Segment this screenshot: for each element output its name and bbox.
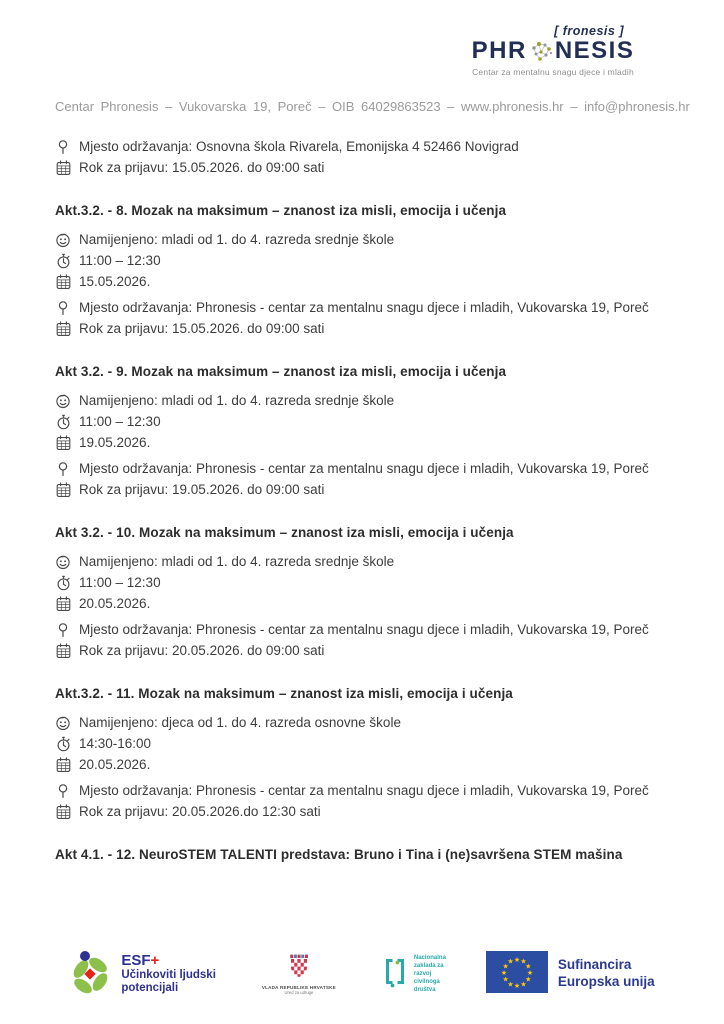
detail-row xyxy=(55,734,684,753)
svg-text:★: ★ xyxy=(526,968,534,977)
detail-text: Rok za prijavu: 15.05.2026. do 09:00 sati xyxy=(79,160,325,175)
detail-text: Rok za prijavu: 15.05.2026. do 09:00 sati xyxy=(79,321,325,336)
detail-text: 19.05.2026. xyxy=(79,435,151,450)
eu-text: Sufinancira Europska unija xyxy=(557,957,655,989)
esf-flower-icon xyxy=(69,948,113,1001)
location-pin-icon xyxy=(55,139,71,155)
detail-row xyxy=(55,137,684,156)
gov-line2: Ured za udruge xyxy=(284,989,314,995)
detail-text: Rok za prijavu: 20.05.2026.do 12:30 sati xyxy=(79,804,321,819)
stopwatch-icon xyxy=(55,575,71,591)
svg-text:★: ★ xyxy=(502,962,509,970)
detail-text: Namijenjeno: djeca od 1. do 4. razreda osnovne škole xyxy=(79,715,401,730)
location-pin-icon xyxy=(55,300,71,316)
event-heading: Akt.3.2. - 11. Mozak na maksimum – znanost iza misli, emocija i učenja xyxy=(55,686,513,701)
event-heading: Akt 3.2. - 9. Mozak na maksimum – znanost iza misli, emocija i učenja xyxy=(55,364,507,379)
detail-row xyxy=(55,594,684,613)
svg-text:★: ★ xyxy=(520,957,527,966)
event-section xyxy=(55,525,684,660)
detail-text: 11:00 – 12:30 xyxy=(79,575,161,590)
detail-text: Mjesto održavanja: Phronesis - centar za mentalnu snagu djece i mladih, Vukovarska 19, Poreč xyxy=(79,461,649,476)
detail-row xyxy=(55,158,684,177)
calendar-icon xyxy=(55,482,71,498)
detail-row xyxy=(55,713,684,732)
event-section xyxy=(55,686,684,821)
calendar-icon xyxy=(55,757,71,773)
child-face-icon xyxy=(55,554,71,570)
esf-subtitle-line1: Učinkoviti ljudski xyxy=(121,969,216,982)
calendar-icon xyxy=(55,435,71,451)
detail-row xyxy=(55,573,684,592)
svg-text:★: ★ xyxy=(513,955,521,964)
detail-row xyxy=(55,433,684,452)
detail-text: 14:30-16:00 xyxy=(79,736,152,751)
detail-text: Rok za prijavu: 20.05.2026. do 09:00 sati xyxy=(79,643,325,658)
croatian-government-logo xyxy=(256,954,342,995)
nacionalna-zaklada-logo xyxy=(382,954,446,995)
brain-icon xyxy=(528,39,554,63)
event-section xyxy=(55,847,684,862)
detail-row xyxy=(55,459,684,478)
phronesis-logo xyxy=(468,24,638,77)
sections xyxy=(55,130,684,874)
detail-row xyxy=(55,802,684,821)
svg-text:★: ★ xyxy=(507,979,514,988)
location-pin-icon xyxy=(55,622,71,638)
detail-row xyxy=(55,641,684,660)
detail-row xyxy=(55,755,684,774)
detail-row xyxy=(55,781,684,800)
event-heading: Akt.3.2. - 8. Mozak na maksimum – znanost iza misli, emocija i učenja xyxy=(55,203,507,218)
detail-text: 15.05.2026. xyxy=(79,274,151,289)
brand-prefix: PHR xyxy=(471,37,527,64)
svg-text:★: ★ xyxy=(507,957,514,966)
brackets-icon xyxy=(382,954,408,995)
svg-text:★: ★ xyxy=(520,979,527,988)
location-pin-icon xyxy=(55,783,71,799)
detail-row xyxy=(55,480,684,499)
detail-text: 20.05.2026. xyxy=(79,596,151,611)
event-section xyxy=(55,203,684,338)
logo-tagline: Centar za mentalnu snagu djece i mladih xyxy=(472,67,634,77)
detail-row xyxy=(55,412,684,431)
zaklada-text: Nacionalna zaklada za razvoj civilnoga društva xyxy=(413,954,446,994)
esf-logo xyxy=(69,948,216,1001)
detail-text: 11:00 – 12:30 xyxy=(79,253,161,268)
svg-text:★: ★ xyxy=(500,968,508,977)
detail-text: Mjesto održavanja: Phronesis - centar za mentalnu snagu djece i mladih, Vukovarska 19, Poreč xyxy=(79,783,649,798)
svg-text:★: ★ xyxy=(525,975,532,983)
calendar-icon xyxy=(55,804,71,820)
detail-text: Mjesto održavanja: Osnovna škola Rivarela, Emonijska 4 52466 Novigrad xyxy=(79,139,519,154)
child-face-icon xyxy=(55,715,71,731)
svg-text:★: ★ xyxy=(513,981,521,990)
child-face-icon xyxy=(55,232,71,248)
funding-logos xyxy=(0,938,724,1010)
event-heading: Akt 4.1. - 12. NeuroSTEM TALENTI predstava: Bruno i Tina i (ne)savršena STEM mašina xyxy=(55,847,623,862)
child-face-icon xyxy=(55,393,71,409)
calendar-icon xyxy=(55,274,71,290)
event-section xyxy=(55,364,684,499)
detail-row xyxy=(55,272,684,291)
detail-text: Namijenjeno: mladi od 1. do 4. razreda srednje škole xyxy=(79,232,395,247)
eu-funding-logo xyxy=(486,951,655,998)
detail-text: 20.05.2026. xyxy=(79,757,151,772)
detail-row xyxy=(55,298,684,317)
detail-text: 11:00 – 12:30 xyxy=(79,414,161,429)
stopwatch-icon xyxy=(55,414,71,430)
brand-suffix: NESIS xyxy=(554,37,635,64)
esf-title: ESF+ xyxy=(121,951,160,969)
calendar-icon xyxy=(55,321,71,337)
detail-row xyxy=(55,620,684,639)
detail-text: Namijenjeno: mladi od 1. do 4. razreda srednje škole xyxy=(79,554,395,569)
event-heading: Akt 3.2. - 10. Mozak na maksimum – znanost iza misli, emocija i učenja xyxy=(55,525,514,540)
detail-text: Mjesto održavanja: Phronesis - centar za mentalnu snagu djece i mladih, Vukovarska 19, Poreč xyxy=(79,300,649,315)
calendar-icon xyxy=(55,596,71,612)
detail-row xyxy=(55,230,684,249)
detail-row xyxy=(55,319,684,338)
detail-row xyxy=(55,552,684,571)
croatian-coat-of-arms-icon xyxy=(289,954,309,983)
detail-row xyxy=(55,391,684,410)
calendar-icon xyxy=(55,160,71,176)
event-section xyxy=(55,137,684,177)
eu-flag-icon xyxy=(486,951,548,998)
fronesis-label: [ fronesis ] xyxy=(554,24,624,38)
detail-text: Namijenjeno: mladi od 1. do 4. razreda srednje škole xyxy=(79,393,395,408)
brand-wordmark xyxy=(468,39,638,63)
detail-row xyxy=(55,251,684,270)
contact-line: Centar Phronesis – Vukovarska 19, Poreč – OIB 64029863523 – www.phronesis.hr – info@phronesis.hr xyxy=(55,99,690,114)
calendar-icon xyxy=(55,643,71,659)
stopwatch-icon xyxy=(55,736,71,752)
location-pin-icon xyxy=(55,461,71,477)
svg-text:★: ★ xyxy=(502,975,509,983)
stopwatch-icon xyxy=(55,253,71,269)
svg-text:★: ★ xyxy=(525,962,532,970)
esf-subtitle-line2: potencijali xyxy=(121,982,179,995)
gov-line1: VLADA REPUBLIKE HRVATSKE xyxy=(261,984,336,990)
detail-text: Mjesto održavanja: Phronesis - centar za mentalnu snagu djece i mladih, Vukovarska 19, Poreč xyxy=(79,622,649,637)
detail-text: Rok za prijavu: 19.05.2026. do 09:00 sati xyxy=(79,482,325,497)
